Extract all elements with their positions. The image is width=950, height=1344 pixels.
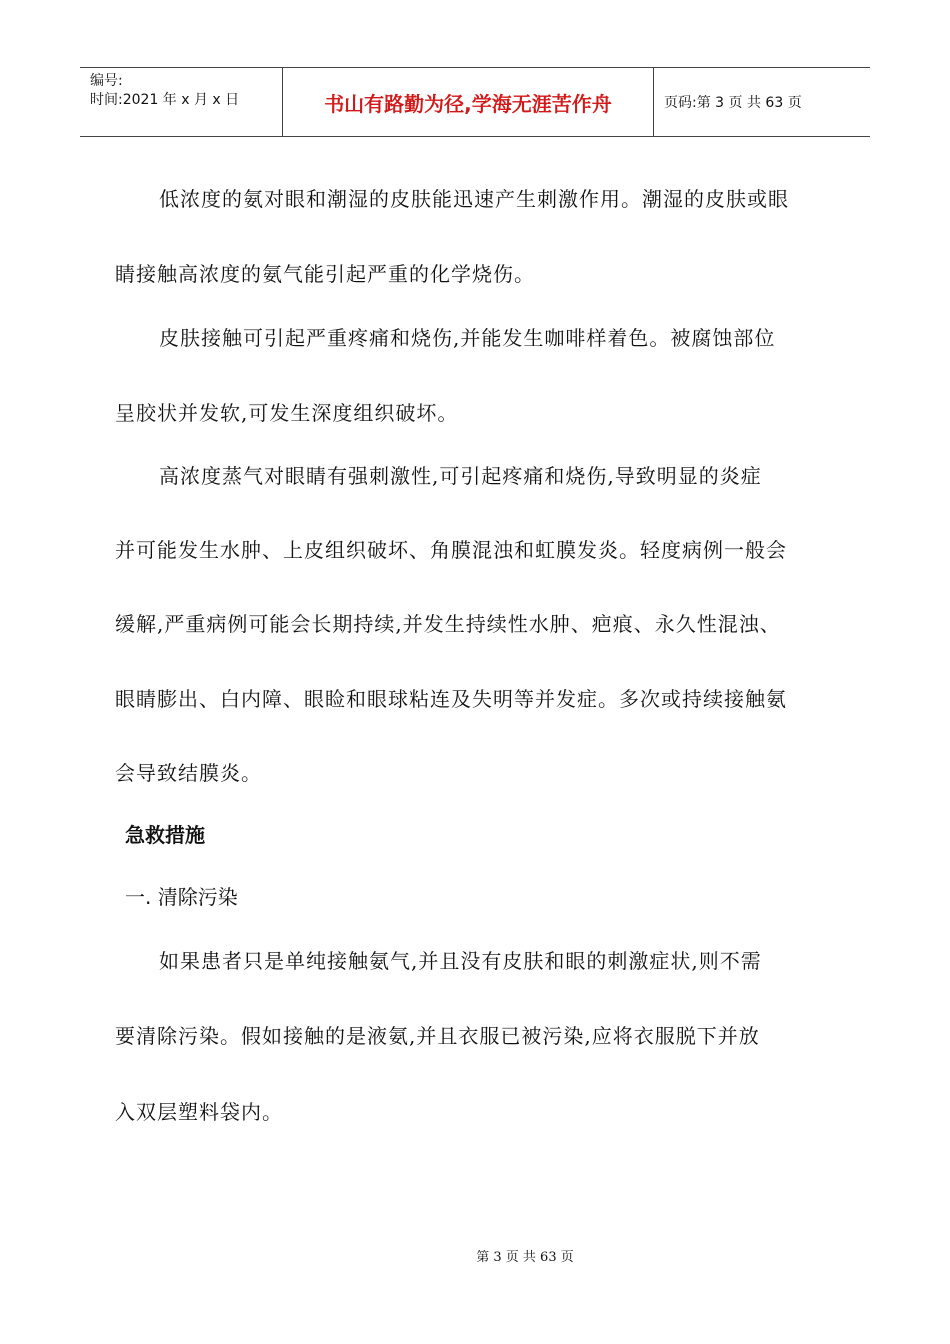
paragraph-line: 皮肤接触可引起严重疼痛和烧伤,并能发生咖啡样着色。被腐蚀部位 [159, 326, 776, 350]
paragraph-line: 睛接触高浓度的氨气能引起严重的化学烧伤。 [115, 262, 535, 286]
time-label: 时间:2021 年 x 月 x 日 [90, 92, 240, 108]
page-info: 页码:第 3 页 共 63 页 [664, 95, 802, 111]
paragraph-line: 眼睛膨出、白内障、眼睑和眼球粘连及失明等并发症。多次或持续接触氨 [115, 687, 787, 711]
page-footer: 第 3 页 共 63 页 [476, 1250, 574, 1265]
paragraph-line: 缓解,严重病例可能会长期持续,并发生持续性水肿、疤痕、永久性混浊、 [115, 612, 781, 636]
motto: 书山有路勤为径,学海无涯苦作舟 [282, 68, 654, 136]
number-label: 编号: [90, 73, 123, 89]
header-meta [80, 68, 282, 136]
header-table [80, 67, 870, 137]
paragraph-line: 要清除污染。假如接触的是液氨,并且衣服已被污染,应将衣服脱下并放 [115, 1024, 760, 1048]
paragraph-line: 呈胶状并发软,可发生深度组织破坏。 [115, 401, 459, 425]
paragraph-line: 如果患者只是单纯接触氨气,并且没有皮肤和眼的刺激症状,则不需 [159, 949, 762, 973]
subsection-heading: 一. 清除污染 [125, 885, 238, 909]
paragraph-line: 低浓度的氨对眼和潮湿的皮肤能迅速产生刺激作用。潮湿的皮肤或眼 [159, 187, 789, 211]
paragraph-line: 并可能发生水肿、上皮组织破坏、角膜混浊和虹膜发炎。轻度病例一般会 [115, 538, 787, 562]
section-heading: 急救措施 [125, 823, 205, 847]
paragraph-line: 会导致结膜炎。 [115, 761, 262, 785]
paragraph-line: 入双层塑料袋内。 [115, 1100, 283, 1124]
paragraph-line: 高浓度蒸气对眼睛有强刺激性,可引起疼痛和烧伤,导致明显的炎症 [159, 464, 762, 488]
